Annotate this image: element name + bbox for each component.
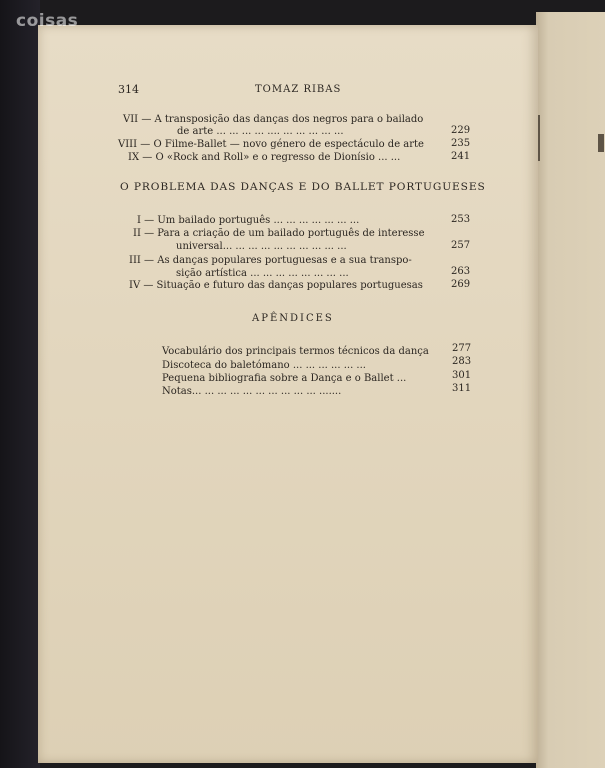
entry-continuation: sição artística ... ... ... ... ... ... ... ...	[176, 268, 349, 279]
entry-text: — Situação e futuro das danças populares portuguesas	[143, 280, 423, 291]
watermark-logo: coisas	[16, 11, 79, 31]
adjacent-page	[536, 12, 605, 768]
roman-numeral: II	[133, 228, 141, 239]
roman-numeral: VII	[123, 114, 139, 125]
entry-text: — O Filme-Ballet — novo género de espectáculo de arte	[140, 139, 424, 150]
entry-page-number: 241	[451, 151, 471, 162]
entry-page-number: 283	[452, 356, 472, 367]
roman-numeral: IV	[129, 280, 141, 291]
appendix-title: APÊNDICES	[252, 313, 334, 324]
page-number: 314	[118, 83, 139, 96]
entry-page-number: 235	[451, 138, 471, 149]
entry-text: — O «Rock and Roll» e o regresso de Dionísio ... ...	[142, 152, 401, 163]
entry-page-number: 301	[452, 370, 472, 381]
appendix-entry: Notas... ... ... ... ... ... ... ... ... ... .......	[162, 386, 342, 397]
entry-text: — Um bailado português ... ... ... ... ... ... ...	[144, 215, 360, 226]
dark-background-left	[0, 0, 40, 768]
section-title: O PROBLEMA DAS DANÇAS E DO BALLET PORTUGUESES	[120, 181, 486, 193]
running-head: TOMAZ RIBAS	[255, 84, 342, 95]
entry-page-number: 253	[451, 214, 471, 225]
roman-numeral: III	[129, 255, 141, 266]
roman-numeral: IX	[128, 152, 140, 163]
entry-text: — Para a criação de um bailado português de interesse	[144, 228, 425, 239]
toc-entry-vii	[123, 114, 423, 126]
entry-continuation: universal... ... ... ... ... ... ... ... ... ...	[176, 241, 347, 252]
text-bleed-mark	[598, 134, 604, 152]
entry-text: — A transposição das danças dos negros para o bailado	[141, 114, 424, 125]
entry-page-number: 229	[451, 125, 471, 136]
entry-page-number: 277	[452, 343, 472, 354]
entry-continuation: de arte ... ... ... ... .... ... ... ... ... ...	[177, 126, 344, 137]
entry-page-number: 263	[451, 266, 471, 277]
appendix-entry: Vocabulário dos principais termos técnicos da dança	[162, 346, 429, 357]
toc-entry-i	[137, 215, 359, 227]
toc-entry-iv	[129, 280, 423, 292]
roman-numeral: VIII	[118, 139, 138, 150]
toc-entry-iii	[129, 255, 412, 267]
entry-page-number: 311	[452, 383, 472, 394]
entry-text: — As danças populares portuguesas e a sua transpo-	[144, 255, 412, 266]
appendix-entry: Pequena bibliografia sobre a Dança e o Ballet ...	[162, 373, 407, 384]
toc-entry-ii	[133, 228, 424, 240]
toc-entry-ix	[128, 152, 400, 164]
roman-numeral: I	[137, 215, 141, 226]
entry-page-number: 269	[451, 279, 471, 290]
toc-entry-viii	[118, 139, 424, 151]
entry-page-number: 257	[451, 240, 471, 251]
appendix-entry: Discoteca do baletómano ... ... ... ... ... ...	[162, 360, 366, 371]
